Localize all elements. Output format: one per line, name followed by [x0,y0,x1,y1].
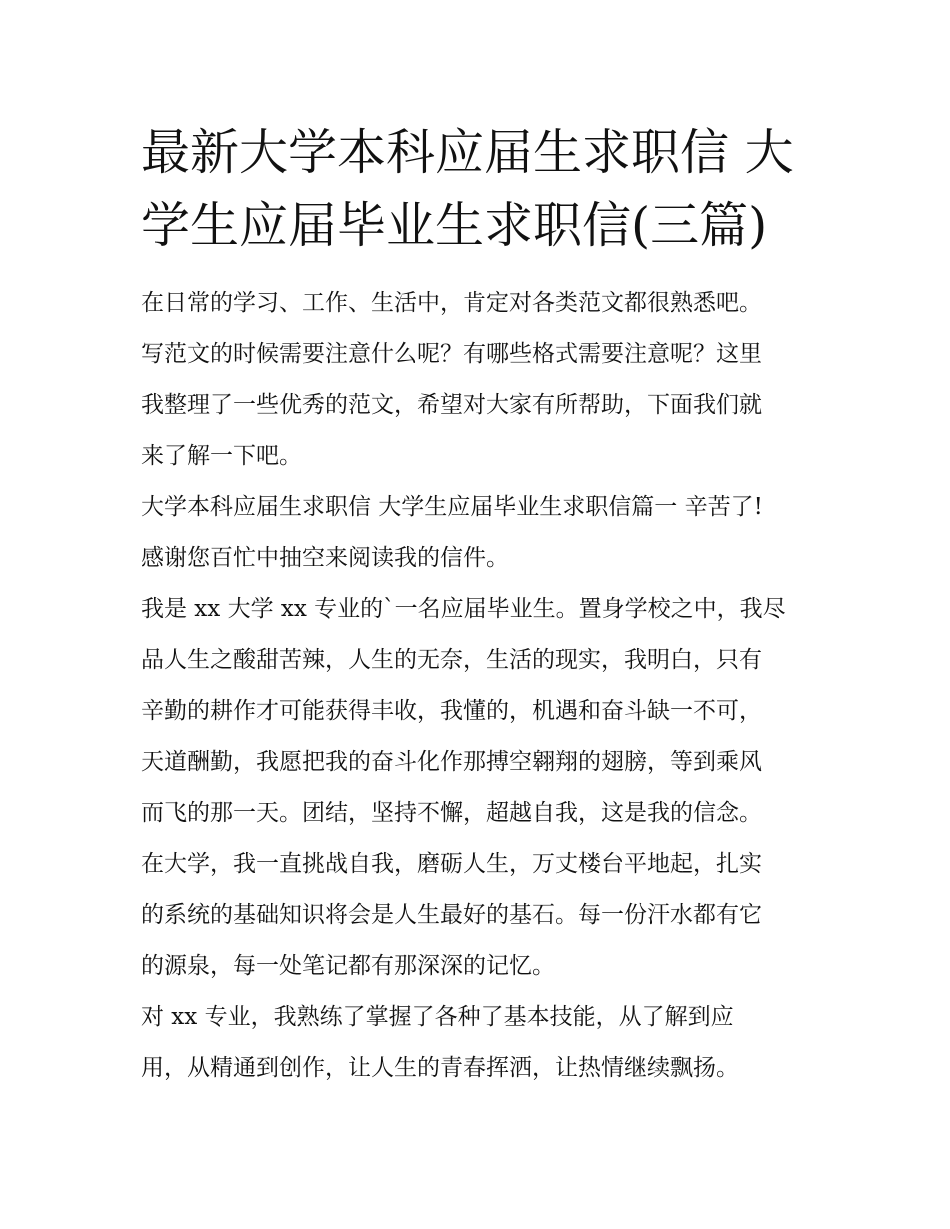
text-line: 在日常的学习、工作、生活中，肯定对各类范文都很熟悉吧。 [141,290,762,316]
title-line: 最新大学本科应届生求职信 大 [141,124,794,181]
paragraph-letter-heading [141,482,831,584]
paragraph-skills [141,992,831,1094]
text-line: 的源泉，每一处笔记都有那深深的记忆。 [141,953,555,979]
text-line: 用，从精通到创作，让人生的青春挥洒，让热情继续飘扬。 [141,1055,739,1081]
text-line: 来了解一下吧。 [141,443,302,469]
text-line: 品人生之酸甜苦辣，人生的无奈，生活的现实，我明白，只有 [141,647,762,673]
text-line: 我整理了一些优秀的范文，希望对大家有所帮助，下面我们就 [141,392,762,418]
text-line: 感谢您百忙中抽空来阅读我的信件。 [141,545,509,571]
paragraph-self-introduction [141,584,831,992]
text-line: 的系统的基础知识将会是人生最好的基石。每一份汗水都有它 [141,902,762,928]
text-line: 我是 xx 大学 xx 专业的`一名应届毕业生。置身学校之中，我尽 [141,596,786,622]
paragraph-intro [141,278,831,482]
text-line: 天道酬勤，我愿把我的奋斗化作那搏空翱翔的翅膀，等到乘风 [141,749,762,775]
text-line: 对 xx 专业，我熟练了掌握了各种了基本技能，从了解到应 [141,1004,734,1030]
text-line: 辛勤的耕作才可能获得丰收，我懂的，机遇和奋斗缺一不可， [141,698,762,724]
document-body [141,278,831,1094]
text-line: 写范文的时候需要注意什么呢？有哪些格式需要注意呢？这里 [141,341,762,367]
title-line: 学生应届毕业生求职信(三篇) [141,197,768,254]
text-line: 在大学，我一直挑战自我，磨砺人生，万丈楼台平地起，扎实 [141,851,762,877]
text-line: 大学本科应届生求职信 大学生应届毕业生求职信篇一 辛苦了! [141,494,763,520]
text-line: 而飞的那一天。团结，坚持不懈，超越自我，这是我的信念。 [141,800,762,826]
document-title [141,116,821,262]
